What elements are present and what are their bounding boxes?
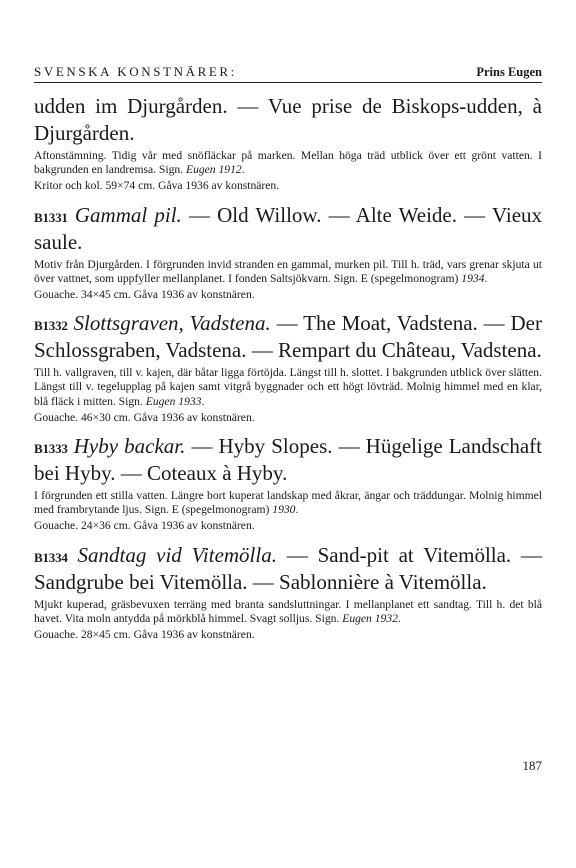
entry-title (34, 434, 542, 486)
entry-technique: Gouache. 24×36 cm. Gåva 1936 av konstnären. (34, 519, 255, 533)
entry-technique: Kritor och kol. 59×74 cm. Gåva 1936 av konstnären. (34, 179, 280, 193)
signature-date: Eugen 1912 (185, 163, 242, 177)
entry-title (34, 94, 542, 146)
entry-title-translations: — The Moat, Vadstena. — Der Schlossgraben, Vadstena. — Rempart du Château, Vadstena. (34, 311, 542, 363)
entry-title-swedish: Slottsgraven, Vadstena. (73, 311, 271, 336)
description-tail: . (397, 611, 401, 625)
entry-title (34, 203, 542, 255)
entry-technique: Gouache. 28×45 cm. Gåva 1936 av konstnären. (34, 628, 255, 642)
description-text: I förgrunden ett stilla vatten. Längre bort kuperat landskap med åkrar, ängar och träddungar. Molnig himmel med frambrytande ljus. Sign. E (spegelmonogram) (34, 489, 542, 517)
entry-title (34, 543, 542, 595)
entry-description (34, 149, 542, 177)
catalog-entries (34, 94, 542, 651)
header-section-title: SVENSKA KONSTNÄRER: (34, 64, 237, 79)
header-artist-name: Prins Eugen (476, 65, 542, 79)
description-tail: . (201, 394, 205, 408)
catalog-entry (34, 94, 542, 194)
catalog-entry (34, 434, 542, 534)
page-number: 187 (522, 758, 542, 773)
running-header (34, 64, 542, 83)
entry-technique: Gouache. 34×45 cm. Gåva 1936 av konstnären. (34, 288, 255, 302)
entry-description (34, 258, 542, 286)
catalog-entry (34, 311, 542, 425)
signature-date: Eugen 1932 (342, 611, 398, 625)
signature-date: 1934 (461, 271, 485, 285)
entry-title-translations: udden im Djurgården. — Vue prise de Biskops-udden, à Djurgården. (34, 94, 542, 145)
entry-description (34, 489, 542, 517)
description-tail: . (484, 271, 488, 285)
catalog-entry (34, 543, 542, 643)
entry-title-swedish: Gammal pil. (74, 202, 182, 227)
description-text: Mjukt kuperad, gräsbevuxen terräng med branta sandsluttningar. I mellanplanet ett sandtag. Till h. det blå havet. Vita moln antydda på mörkblå himmel. Svagt solljus. Sign. (34, 597, 542, 625)
entry-description (34, 598, 542, 626)
entry-number: B1334 (34, 549, 68, 565)
entry-title-translations: — Hyby Slopes. — Hügelige Landschaft bei Hyby. — Coteaux à Hyby. (34, 434, 542, 486)
entry-technique: Gouache. 46×30 cm. Gåva 1936 av konstnären. (34, 410, 255, 424)
entry-number: B1333 (34, 441, 68, 457)
catalog-entry (34, 203, 542, 303)
signature-date: Eugen 1933 (145, 394, 202, 408)
entry-number: B1331 (34, 209, 68, 225)
description-tail: . (295, 503, 299, 517)
description-tail: . (241, 163, 245, 177)
entry-number: B1332 (34, 318, 68, 334)
entry-description (34, 366, 542, 409)
entry-title-translations: — Old Willow. — Alte Weide. — Vieux saule. (34, 202, 543, 254)
signature-date: 1930 (272, 503, 296, 517)
entry-title-swedish: Hyby backar. (73, 434, 186, 459)
description-text: Till h. vallgraven, till v. kajen, där båtar ligga förtöjda. Längst till h. slottet. I bakgrunden utblick över slätten. Längst till v. tegelupplag på kajen samt vitgrå byggnader och ett högt lövträd. Molnig himmel med en klar, blå fläck i mitten. Sign. (34, 366, 542, 408)
description-text: Motiv från Djurgården. I förgrunden invid stranden en gammal, murken pil. Till h. träd, vars grenar skjuta ut över vattnet, som uppfyller mellanplanet. I fonden Saltsjökvarn. Sign. E (spegelmonogram) (34, 257, 542, 285)
description-text: Aftonstämning. Tidig vår med snöfläckar på marken. Mellan höga träd utblick över ett grönt vatten. I bakgrunden en landremsa. Sign. (34, 149, 542, 177)
entry-title-swedish: Sandtag vid Vitemölla. (77, 542, 277, 567)
entry-title (34, 311, 542, 363)
entry-title-translations: — Sand-pit at Vitemölla. — Sandgrube bei Vitemölla. — Sablonnière à Vitemölla. (34, 542, 543, 594)
